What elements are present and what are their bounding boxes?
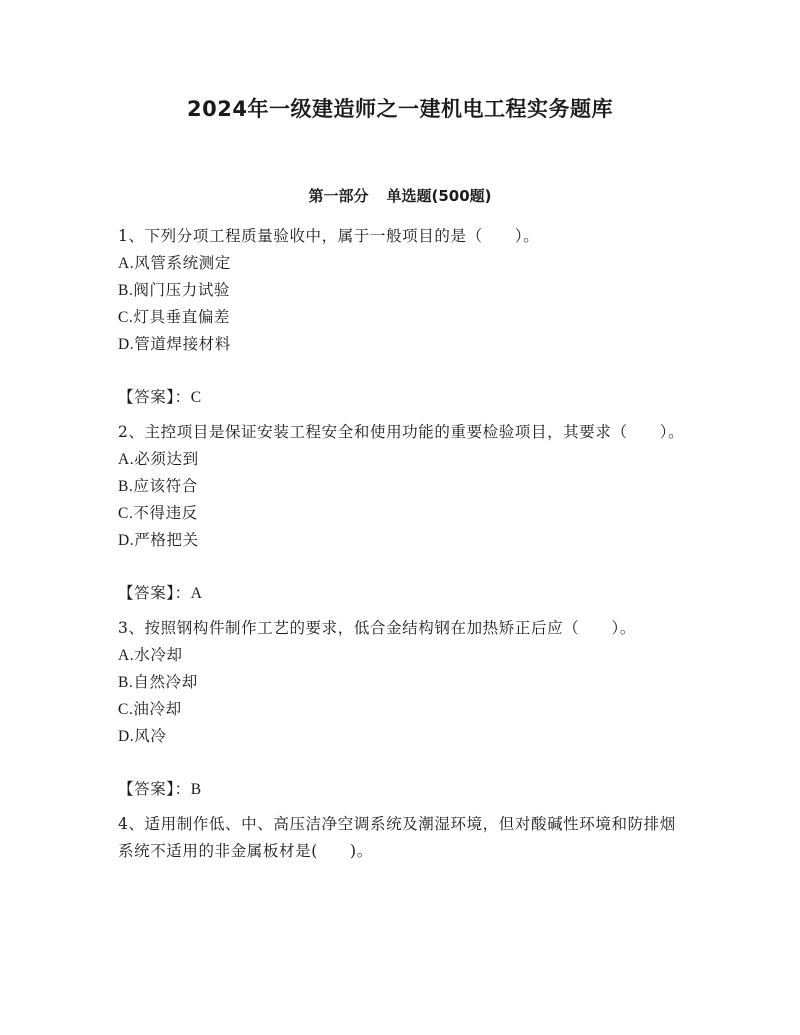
answer: 【答案】：A	[118, 584, 203, 602]
option-a: A.水冷却	[118, 646, 183, 664]
question-text: 4、适用制作低、中、高压洁净空调系统及潮湿环境，但对酸碱性环境和防排烟系统不适用的非金属板材是( )。	[118, 815, 676, 860]
option-d: D.严格把关	[118, 531, 199, 549]
answer: 【答案】：C	[118, 388, 202, 406]
section-label: 单选题(500题)	[386, 187, 492, 205]
question-3	[118, 615, 688, 803]
question-text: 1、下列分项工程质量验收中，属于一般项目的是（ ）。	[118, 227, 540, 245]
option-c: C.灯具垂直偏差	[118, 308, 231, 326]
option-a: A.必须达到	[118, 450, 199, 468]
question-2	[118, 419, 688, 607]
section-name: 第一部分	[308, 187, 369, 205]
option-b: B.阀门压力试验	[118, 281, 231, 299]
option-c: C.油冷却	[118, 700, 182, 718]
option-d: D.管道焊接材料	[118, 335, 231, 353]
question-4	[118, 811, 688, 865]
document-title: 2024年一级建造师之一建机电工程实务题库	[187, 97, 613, 121]
section-heading	[0, 185, 800, 206]
option-b: B.应该符合	[118, 477, 198, 495]
question-text: 2、主控项目是保证安装工程安全和使用功能的重要检验项目，其要求（ ）。	[118, 423, 685, 441]
answer: 【答案】：B	[118, 780, 202, 798]
option-d: D.风冷	[118, 727, 167, 745]
question-list	[118, 223, 688, 865]
option-c: C.不得违反	[118, 504, 198, 522]
option-a: A.风管系统测定	[118, 254, 231, 272]
option-b: B.自然冷却	[118, 673, 198, 691]
question-text: 3、按照钢构件制作工艺的要求，低合金结构钢在加热矫正后应（ ）。	[118, 619, 636, 637]
question-1	[118, 223, 688, 411]
